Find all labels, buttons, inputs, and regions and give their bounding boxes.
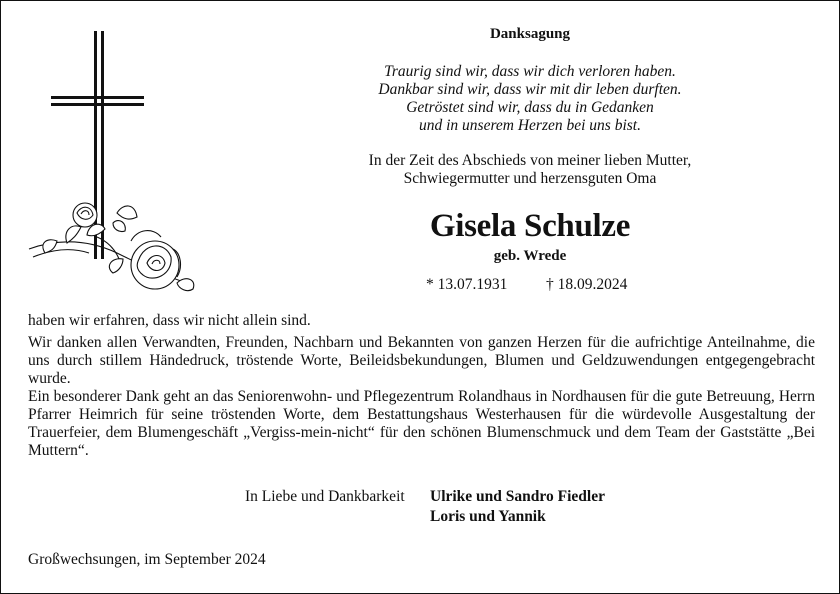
birth-date: * 13.07.1931	[426, 276, 508, 293]
poem-line: Traurig sind wir, dass wir dich verloren haben.	[384, 63, 676, 80]
first-line: haben wir erfahren, dass wir nicht allein sind.	[28, 312, 311, 329]
signoff-name: Ulrike und Sandro Fiedler	[430, 488, 605, 505]
poem	[301, 63, 759, 135]
signoff-name: Loris und Yannik	[430, 508, 546, 525]
thanks-body	[28, 334, 815, 460]
poem-line: Dankbar sind wir, dass wir mit dir leben durften.	[378, 81, 682, 98]
intro-text	[301, 152, 759, 188]
intro-line: In der Zeit des Abschieds von meiner lieben Mutter,	[368, 152, 692, 169]
signoff-label: In Liebe und Dankbarkeit	[245, 488, 405, 505]
signoff-names	[430, 488, 605, 528]
death-date: † 18.09.2024	[546, 276, 628, 293]
cross-with-roses-illustration	[27, 27, 205, 299]
thanks-paragraph: Ein besonderer Dank geht an das Seniorenwohn- und Pflegezentrum Rolandhaus in Nordhausen für die gute Betreuung, Herrn Pfarrer Heimrich für seine tröstenden Worte, dem Bestattungshaus Westerhausen für die würdevolle Ausgestaltung der Trauerfeier, dem Blumengeschäft „Vergiss-mein-nicht“ für den schönen Blumenschmuck und dem Team der Gaststätte „Bei Muttern“.	[28, 388, 815, 459]
deceased-name: Gisela Schulze	[429, 208, 631, 244]
maiden-name: geb. Wrede	[493, 248, 567, 264]
poem-line: Getröstet sind wir, dass du in Gedanken	[406, 99, 654, 116]
place-date: Großwechsungen, im September 2024	[28, 551, 266, 568]
intro-line: Schwiegermutter und herzensguten Oma	[403, 170, 657, 187]
thanks-paragraph: Wir danken allen Verwandten, Freunden, Nachbarn und Bekannten von ganzen Herzen für die aufrichtige Anteilnahme, die uns durch stillem Händedruck, tröstende Worte, Beileidsbekundungen, Blumen und Geldzuwendungen entgegengebracht wurde.	[28, 334, 815, 387]
notice-heading: Danksagung	[489, 26, 571, 42]
poem-line: und in unserem Herzen bei uns bist.	[418, 117, 641, 134]
rose-flowers-icon	[29, 203, 194, 291]
